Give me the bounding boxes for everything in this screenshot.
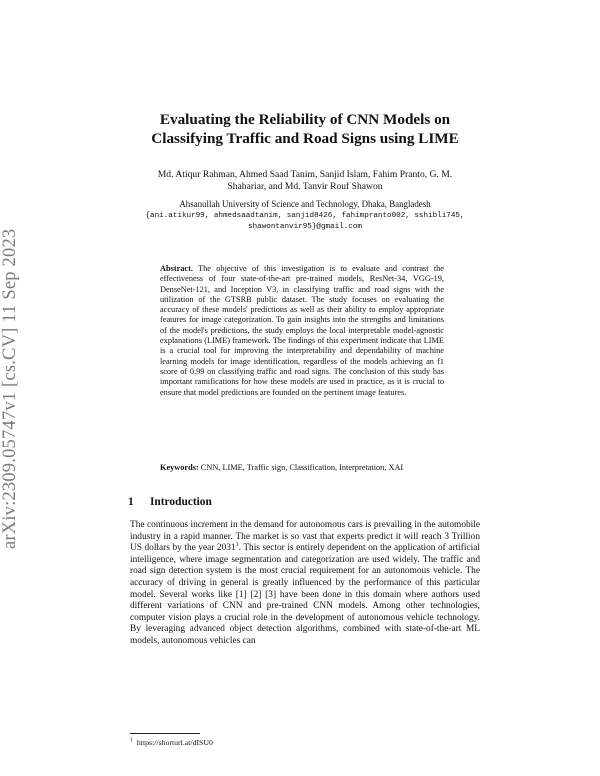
authors-line-2: Shahariar, and Md. Tanvir Rouf Shawon — [227, 181, 383, 192]
title-line-2: Classifying Traffic and Road Signs using LIME — [151, 130, 459, 147]
footnote-rule — [130, 733, 200, 734]
footnote — [130, 738, 213, 747]
abstract — [160, 264, 444, 398]
title-line-1: Evaluating the Reliability of CNN Models on — [159, 111, 451, 128]
keywords — [160, 463, 460, 473]
arxiv-identifier: arXiv:2309.05747v1 [cs.CV] 11 Sep 2023 — [0, 228, 20, 549]
affiliation: Ahsanullah University of Science and Technology, Dhaka, Bangladesh — [179, 199, 431, 209]
emails-line-2: shawontanvir95}@gmail.com — [248, 223, 362, 231]
paper-title — [120, 110, 490, 148]
section-heading — [128, 496, 212, 508]
footnote-link[interactable]: https://shorturl.at/dISU0 — [136, 738, 213, 747]
paragraph — [130, 520, 480, 648]
emails-line-1: {ani.atikur99, ahmedsaadtanim, sanjid8426, fahimpranto002, sshibli745, — [145, 212, 465, 220]
authors-line-1: Md. Atiqur Rahman, Ahmed Saad Tanim, Sanjid Islam, Fahim Pranto, G. M. — [157, 169, 453, 180]
footnote-reference: 1 — [235, 542, 239, 549]
body-text — [130, 520, 480, 648]
paragraph-text-a: The continuous increment in the demand for autonomous cars is prevailing in the automobile industry in a rapid manner. The market is so vast that experts predict it will reach 3 Trillion US dollars by the year 2031 — [130, 520, 480, 554]
author-list — [128, 169, 482, 193]
section-number: 1 — [128, 496, 134, 508]
abstract-label: Abstract. — [160, 264, 193, 273]
paragraph-text-b: . This sector is entirely dependent on the application of artificial intelligence, where image segmentation and categorization are used widely. The traffic and road sign detection system is the most crucial requirement for an autonomous vehicle. The accuracy of driving in general is greatly influenced by the performance of this particular model. Several works like [1] [2] [3] have been done in this domain where authors used different variations of CNN and pre-trained CNN models. Among other technologies, computer vision plays a crucial role in the development of autonomous vehicle technology. By leveraging advanced object detection algorithms, combined with state-of-the-art ML models, autonomous vehicles can — [130, 543, 480, 646]
footnote-mark: 1 — [130, 737, 133, 744]
author-emails — [128, 211, 482, 233]
abstract-text: The objective of this investigation is to evaluate and contrast the effectiveness of four state-of-the-art pre-trained models, ResNet-34, VGG-19, DenseNet-121, and Inception V3, in classifying traffic and road signs with the utilization of the GTSRB public dataset. The study focuses on evaluating the accuracy of these models' predictions as well as their ability to employ appropriate features for image categorization. To gain insights into the strengths and limitations of the model's predictions, the study employs the local interpretable model-agnostic explanations (LIME) framework. The findings of this experiment indicate that LIME is a crucial tool for improving the interpretability and dependability of machine learning models for image identification, regardless of the models achieving an f1 score of 0.99 on classifying traffic and road signs. The conclusion of this study has important ramifications for how these models are used in practice, as it is crucial to ensure that model predictions are founded on the pertinent image features. — [160, 264, 444, 397]
section-title: Introduction — [150, 496, 212, 508]
keywords-label: Keywords: — [160, 463, 199, 472]
keywords-text: CNN, LIME, Traffic sign, Classification, Interpretation, XAI — [200, 463, 404, 472]
